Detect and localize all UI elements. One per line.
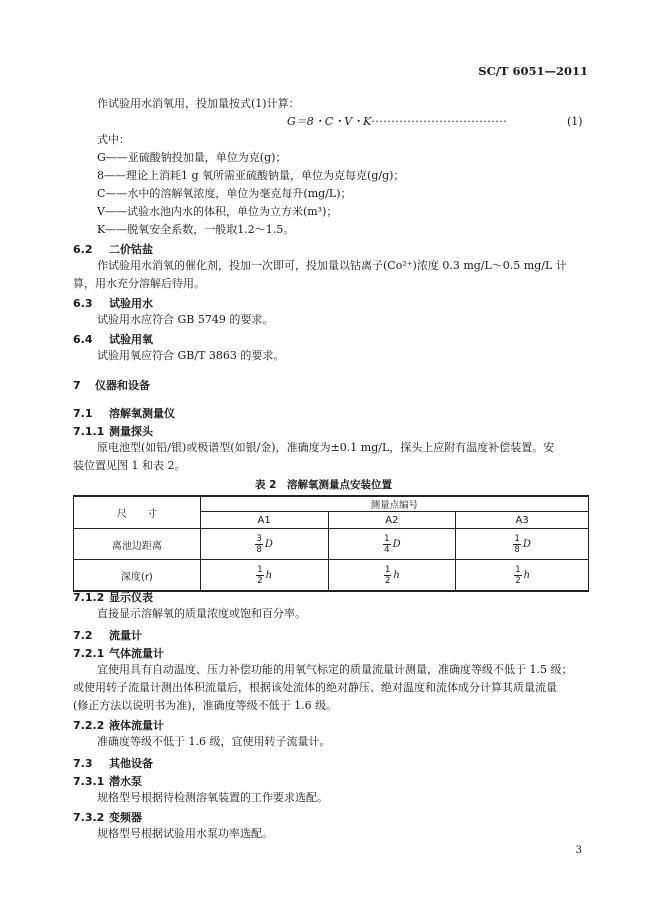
formula-leader: ·································· [371,115,508,128]
section-heading-6-3 [73,295,153,311]
formula-intro: 作试验用水消氧用，投加量按式(1)计算： [97,97,300,110]
variable: h [523,569,531,581]
paragraph: 装位置见图 1 和表 2。 [73,459,186,472]
paragraph: 试验用氧应符合 GB/T 3863 的要求。 [97,349,285,362]
table-cell [328,529,456,560]
table-caption: 表 2 溶解氧测量点安装位置 [255,479,392,491]
section-heading-6-2 [73,241,153,257]
fraction-numerator: 1 [514,533,520,544]
section-title: 显示仪表 [109,591,153,604]
table-row [74,560,589,592]
fraction-denominator: 2 [515,575,521,586]
table-cell [200,560,328,592]
table-row [74,529,589,560]
section-number: 7.1.2 [73,591,105,604]
page-number: 3 [575,845,582,856]
section-title: 溶解氧测量仪 [109,407,175,420]
variable: h [393,569,400,581]
definition-item: K——脱氧安全系数，一般取1.2～1.5。 [97,223,295,236]
formula: G＝8・C・V・K [287,115,372,128]
table-header-cell: A2 [328,512,456,529]
section-heading-7-3 [73,755,153,771]
fraction-numerator: 1 [515,564,521,575]
section-title: 气体流量计 [109,647,164,660]
section-number: 7.1 [73,407,93,420]
section-number: 7.2.2 [73,719,105,732]
section-heading-7-3-1 [73,773,142,789]
fraction-denominator: 2 [257,575,263,586]
table-cell [328,560,456,592]
section-number: 7.3.1 [73,775,105,788]
section-number: 6.4 [73,333,93,346]
fraction-numerator: 1 [384,533,390,544]
variable: D [392,538,401,550]
table-row-label: 离池边距离 [74,529,201,560]
paragraph: 试验用水应符合 GB 5749 的要求。 [97,313,274,326]
definition-item: G——亚硫酸钠投加量，单位为克(g)； [97,151,287,164]
fraction-denominator: 8 [514,544,520,555]
chapter-number: 7 [73,379,81,392]
table-group-header: 测量点编号 [200,496,588,512]
table-cell [456,529,589,560]
section-number: 7.3.2 [73,811,105,824]
section-title: 二价钴盐 [109,243,153,256]
section-title: 潜水泵 [109,775,142,788]
installation-table [73,495,589,592]
section-heading-7-2 [73,627,142,643]
paragraph: 原电池型(如铅/银)或极谱型(如银/金)，准确度为±0.1 mg/L，探头上应附有温度补偿装置。安 [97,441,555,454]
equation-number: (1) [567,115,583,128]
chapter-heading-7 [73,377,150,393]
section-number: 7.2 [73,629,93,642]
formula-line [287,115,507,129]
paragraph: 准确度等级不低于 1.6 级，宜使用转子流量计。 [97,735,331,748]
section-heading-7-2-2 [73,717,164,733]
paragraph: (修正方法以说明书为准)，准确度等级不低于 1.6 级。 [73,699,338,712]
paragraph: 规格型号根据试验用水泵功率选配。 [97,827,273,840]
definition-item: V——试验水池内水的体积，单位为立方米(m³)； [97,205,338,218]
definition-item: C——水中的溶解氧浓度，单位为毫克每升(mg/L)； [97,187,352,200]
paragraph: 直接显示溶解氧的质量浓度或饱和百分率。 [97,607,306,620]
section-title: 变频器 [109,811,142,824]
fraction-numerator: 1 [257,564,263,575]
definition-item: 8——理论上消耗1 g 氧所需亚硫酸钠量，单位为克每克(g/g)； [97,169,405,182]
section-heading-7-1-1 [73,423,153,439]
chapter-title: 仪器和设备 [95,379,150,392]
document-code: SC/T 6051—2011 [478,64,588,78]
section-title: 流量计 [109,629,142,642]
section-heading-6-4 [73,331,153,347]
section-number: 6.2 [73,243,93,256]
section-title: 试验用水 [109,297,153,310]
variable: D [264,538,273,550]
section-heading-7-3-2 [73,809,142,825]
fraction-denominator: 4 [384,544,390,555]
paragraph: 作试验用水消氧的催化剂，投加一次即可，投加量以钴离子(Co²⁺)浓度 0.3 mg/L～0.5 mg/L 计 [97,259,567,272]
fraction-numerator: 3 [256,533,262,544]
paragraph: 算，用水充分溶解后待用。 [73,277,205,290]
variable: h [265,569,273,581]
section-number: 6.3 [73,297,93,310]
paragraph: 宜使用具有自动温度、压力补偿功能的用氧气标定的质量流量计测量，准确度等级不低于 1.5 级； [97,663,573,676]
where-label: 式中： [97,133,130,146]
table-cell [200,529,328,560]
section-number: 7.2.1 [73,647,105,660]
section-title: 其他设备 [109,757,153,770]
paragraph: 规格型号根据待检测溶氧装置的工作要求选配。 [97,791,328,804]
table-cell [456,560,589,592]
variable: D [522,538,531,550]
fraction-denominator: 2 [384,575,391,586]
section-heading-7-1-2 [73,589,153,605]
section-number: 7.3 [73,757,93,770]
paragraph: 或使用转子流量计测出体积流量后，根据该处流体的绝对静压、绝对温度和流体成分计算其质量流量 [73,681,557,694]
table-header-cell: A3 [456,512,589,529]
table-row-label: 深度(r) [74,560,201,592]
fraction-denominator: 8 [256,544,262,555]
section-title: 试验用氧 [109,333,153,346]
section-title: 液体流量计 [109,719,164,732]
section-title: 测量探头 [109,425,153,438]
table-col-header: 尺 寸 [74,496,201,529]
section-heading-7-1 [73,405,175,421]
table-header-cell: A1 [200,512,328,529]
fraction-numerator: 1 [384,564,391,575]
section-number: 7.1.1 [73,425,105,438]
section-heading-7-2-1 [73,645,164,661]
